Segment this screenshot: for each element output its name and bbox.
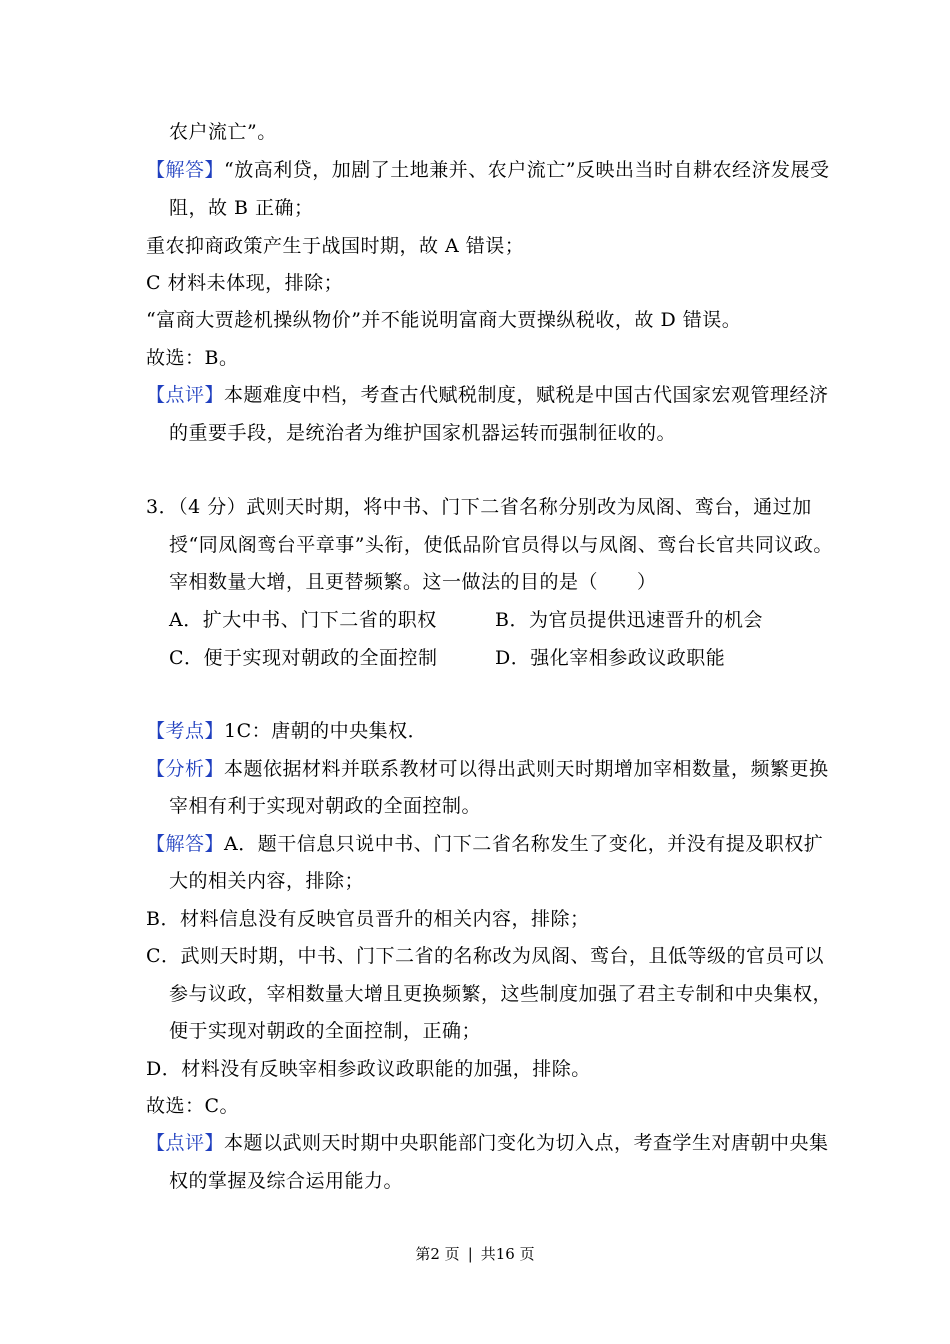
answer-tag: 【解答】: [146, 159, 225, 181]
answer-continuation: 农户流亡”。: [169, 121, 277, 143]
dianping-line-1: 【点评】本题以武则天时期中央职能部门变化为切入点，考查学生对唐朝中央集: [146, 1132, 829, 1154]
kaodian-line: 【考点】1C：唐朝的中央集权．: [146, 720, 428, 742]
jieda-line-6: 便于实现对朝政的全面控制，正确；: [169, 1020, 482, 1042]
question-3-stem-line-1: 3．（4 分）武则天时期，将中书、门下二省名称分别改为凤阁、鸾台，通过加: [146, 496, 812, 518]
page-number: 第2 页: [415, 1245, 460, 1263]
question-3-stem-line-2: 授“同凤阁鸾台平章事”头衔，使低品阶官员得以与凤阁、鸾台长官共同议政。: [169, 534, 833, 556]
prev-answer-line-2: 阻，故 B 正确；: [169, 197, 314, 219]
jieda-tag: 【解答】: [146, 833, 225, 855]
comment-tag: 【点评】: [146, 384, 225, 406]
dianping-tag: 【点评】: [146, 1132, 225, 1154]
prev-plain-line-4: 故选：B。: [146, 347, 239, 369]
footer-separator: |: [467, 1245, 473, 1263]
jieda-line-3: B．材料信息没有反映官员晋升的相关内容，排除；: [146, 908, 590, 930]
prev-plain-line-2: C 材料未体现，排除；: [146, 272, 344, 294]
jieda-line-4: C．武则天时期，中书、门下二省的名称改为凤阁、鸾台，且低等级的官员可以: [146, 945, 825, 967]
option-d: D．强化宰相参政议政职能: [495, 647, 726, 669]
jieda-line-7: D．材料没有反映宰相参政议政职能的加强，排除。: [146, 1058, 591, 1080]
prev-plain-line-3: “富商大贾趁机操纵物价”并不能说明富商大贾操纵税收，故 D 错误。: [146, 309, 742, 331]
option-b: B．为官员提供迅速晋升的机会: [495, 609, 763, 631]
kaodian-tag: 【考点】: [146, 720, 225, 742]
fenxi-line-2: 宰相有利于实现对朝政的全面控制。: [169, 795, 482, 817]
prev-comment-line-2: 的重要手段，是统治者为维护国家机器运转而强制征收的。: [169, 422, 677, 444]
prev-answer-line-1: 【解答】“放高利贷，加剧了土地兼并、农户流亡”反映出当时自耕农经济发展受: [146, 159, 830, 181]
fenxi-line-1: 【分析】本题依据材料并联系教材可以得出武则天时期增加宰相数量，频繁更换: [146, 758, 829, 780]
option-c: C．便于实现对朝政的全面控制: [169, 647, 438, 669]
jieda-line-5: 参与议政，宰相数量大增且更换频繁，这些制度加强了君主专制和中央集权，: [169, 983, 833, 1005]
question-3-stem-line-3: 宰相数量大增，且更替频繁。这一做法的目的是（ ）: [169, 571, 657, 593]
jieda-line-1: 【解答】A．题干信息只说中书、门下二省名称发生了变化，并没有提及职权扩: [146, 833, 824, 855]
jieda-line-8: 故选：C。: [146, 1095, 240, 1117]
jieda-line-2: 大的相关内容，排除；: [169, 870, 365, 892]
fenxi-tag: 【分析】: [146, 758, 225, 780]
option-a: A．扩大中书、门下二省的职权: [169, 609, 437, 631]
page-footer: [0, 1244, 950, 1264]
prev-comment-line-1: 【点评】本题难度中档，考查古代赋税制度，赋税是中国古代国家宏观管理经济: [146, 384, 829, 406]
prev-plain-line-1: 重农抑商政策产生于战国时期，故 A 错误；: [146, 235, 525, 257]
dianping-line-2: 权的掌握及综合运用能力。: [169, 1170, 404, 1192]
page-total: 共16 页: [480, 1245, 535, 1263]
